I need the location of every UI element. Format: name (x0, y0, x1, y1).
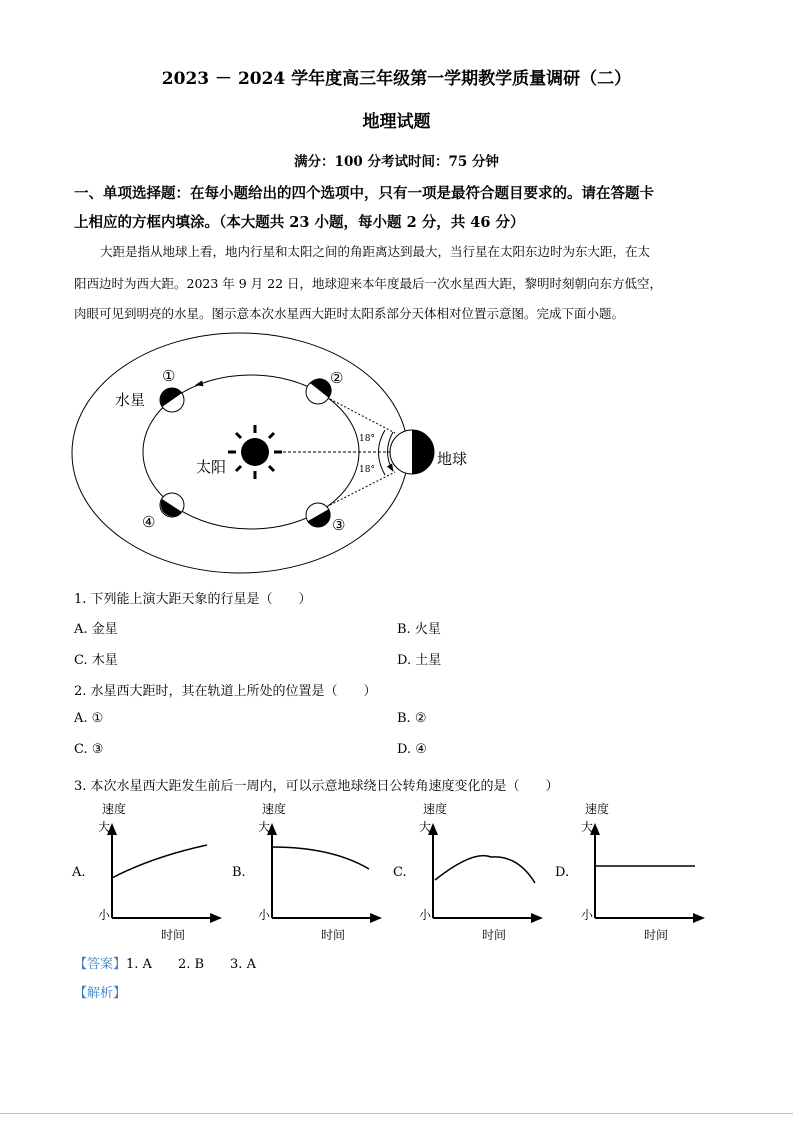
analysis-tag: 【解析】 (74, 986, 127, 1001)
x-axis-arrow (210, 913, 222, 923)
y-axis-min-label: 小 (581, 908, 594, 922)
earth-icon (390, 430, 434, 474)
exam-title: 2023 － 2024 学年度高三年级第一学期教学质量调研（二） (161, 69, 632, 89)
option-1d[interactable]: D. 土星 (397, 653, 442, 668)
option-2d[interactable]: D. ④ (397, 742, 427, 757)
passage-line: 大距是指从地球上看，地内行星和太阳之间的角距离达到最大，当行星在太阳东边时为东大距，在太 (100, 244, 651, 259)
page-divider (0, 1113, 793, 1114)
sun-icon (228, 425, 282, 479)
y-axis-label: 速度 (585, 802, 610, 816)
x-axis-arrow (693, 913, 705, 923)
question-1-stem: 1. 下列能上演大距天象的行星是（ ） (74, 592, 312, 607)
graph-option-label: C. (393, 865, 407, 880)
mercury-icon (160, 388, 184, 412)
sun-label: 太阳 (196, 458, 227, 476)
graph-option-label: B. (232, 865, 246, 880)
angle-label: 18° (359, 434, 375, 444)
option-1c[interactable]: C. 木星 (74, 653, 118, 668)
mercury-icon (306, 503, 331, 527)
answer-line (74, 953, 256, 972)
mercury-icon (306, 378, 332, 404)
option-1b[interactable]: B. 火星 (397, 622, 441, 637)
y-axis-max-label: 大 (419, 820, 432, 834)
x-axis-label: 时间 (321, 928, 346, 942)
position-1: ① (162, 367, 176, 385)
x-axis-label: 时间 (644, 928, 669, 942)
y-axis-min-label: 小 (98, 908, 111, 922)
option-2c[interactable]: C. ③ (74, 742, 104, 757)
y-axis-label: 速度 (423, 802, 448, 816)
mercury-label: 水星 (115, 391, 146, 409)
angle-label: 18° (359, 465, 375, 475)
graph-option-label: D. (555, 865, 570, 880)
speed-graphs (71, 801, 705, 942)
option-2b[interactable]: B. ② (397, 711, 427, 726)
position-4: ④ (142, 513, 156, 531)
y-axis-max-label: 大 (258, 820, 271, 834)
y-axis-label: 速度 (102, 802, 127, 816)
earth-orbit (72, 333, 408, 573)
mercury-icon (160, 493, 184, 517)
y-axis-min-label: 小 (419, 908, 432, 922)
answer-tag: 【答案】 (74, 957, 127, 972)
option-2a[interactable]: A. ① (74, 711, 104, 726)
graph-option-label: A. (72, 865, 86, 880)
x-axis-arrow (531, 913, 543, 923)
speed-curve (272, 847, 369, 869)
exam-meta: 满分：100 分考试时间：75 分钟 (294, 154, 499, 170)
section-heading-line2: 上相应的方框内填涂。（本大题共 23 小题，每小题 2 分，共 46 分） (74, 214, 525, 231)
question-2-stem: 2. 水星西大距时，其在轨道上所处的位置是（ ） (74, 684, 377, 699)
passage-line: 肉眼可见到明亮的水星。图示意本次水星西大距时太阳系部分天体相对位置示意图。完成下面小题。 (74, 306, 625, 321)
exam-subject: 地理试题 (362, 112, 431, 132)
section-heading-line1: 一、单项选择题：在每小题给出的四个选项中，只有一项是最符合题目要求的。请在答题卡 (74, 185, 654, 202)
speed-curve (112, 845, 207, 878)
y-axis-max-label: 大 (581, 820, 594, 834)
speed-curve (435, 856, 535, 883)
position-2: ② (330, 369, 344, 387)
earth-label: 地球 (437, 450, 468, 468)
position-3: ③ (332, 516, 346, 534)
question-3-stem: 3. 本次水星西大距发生前后一周内，可以示意地球绕日公转角速度变化的是（ ） (74, 779, 559, 794)
option-1a[interactable]: A. 金星 (74, 622, 118, 637)
x-axis-label: 时间 (482, 928, 507, 942)
passage-line: 阳西边时为西大距。2023 年 9 月 22 日，地球迎来本年度最后一次水星西大距，黎明时刻朝向东方低空， (74, 276, 663, 291)
x-axis-label: 时间 (161, 928, 186, 942)
answer-text: 1. A 2. B 3. A (126, 957, 256, 972)
y-axis-max-label: 大 (98, 820, 111, 834)
y-axis-label: 速度 (262, 802, 287, 816)
x-axis-arrow (370, 913, 382, 923)
y-axis-min-label: 小 (258, 908, 271, 922)
